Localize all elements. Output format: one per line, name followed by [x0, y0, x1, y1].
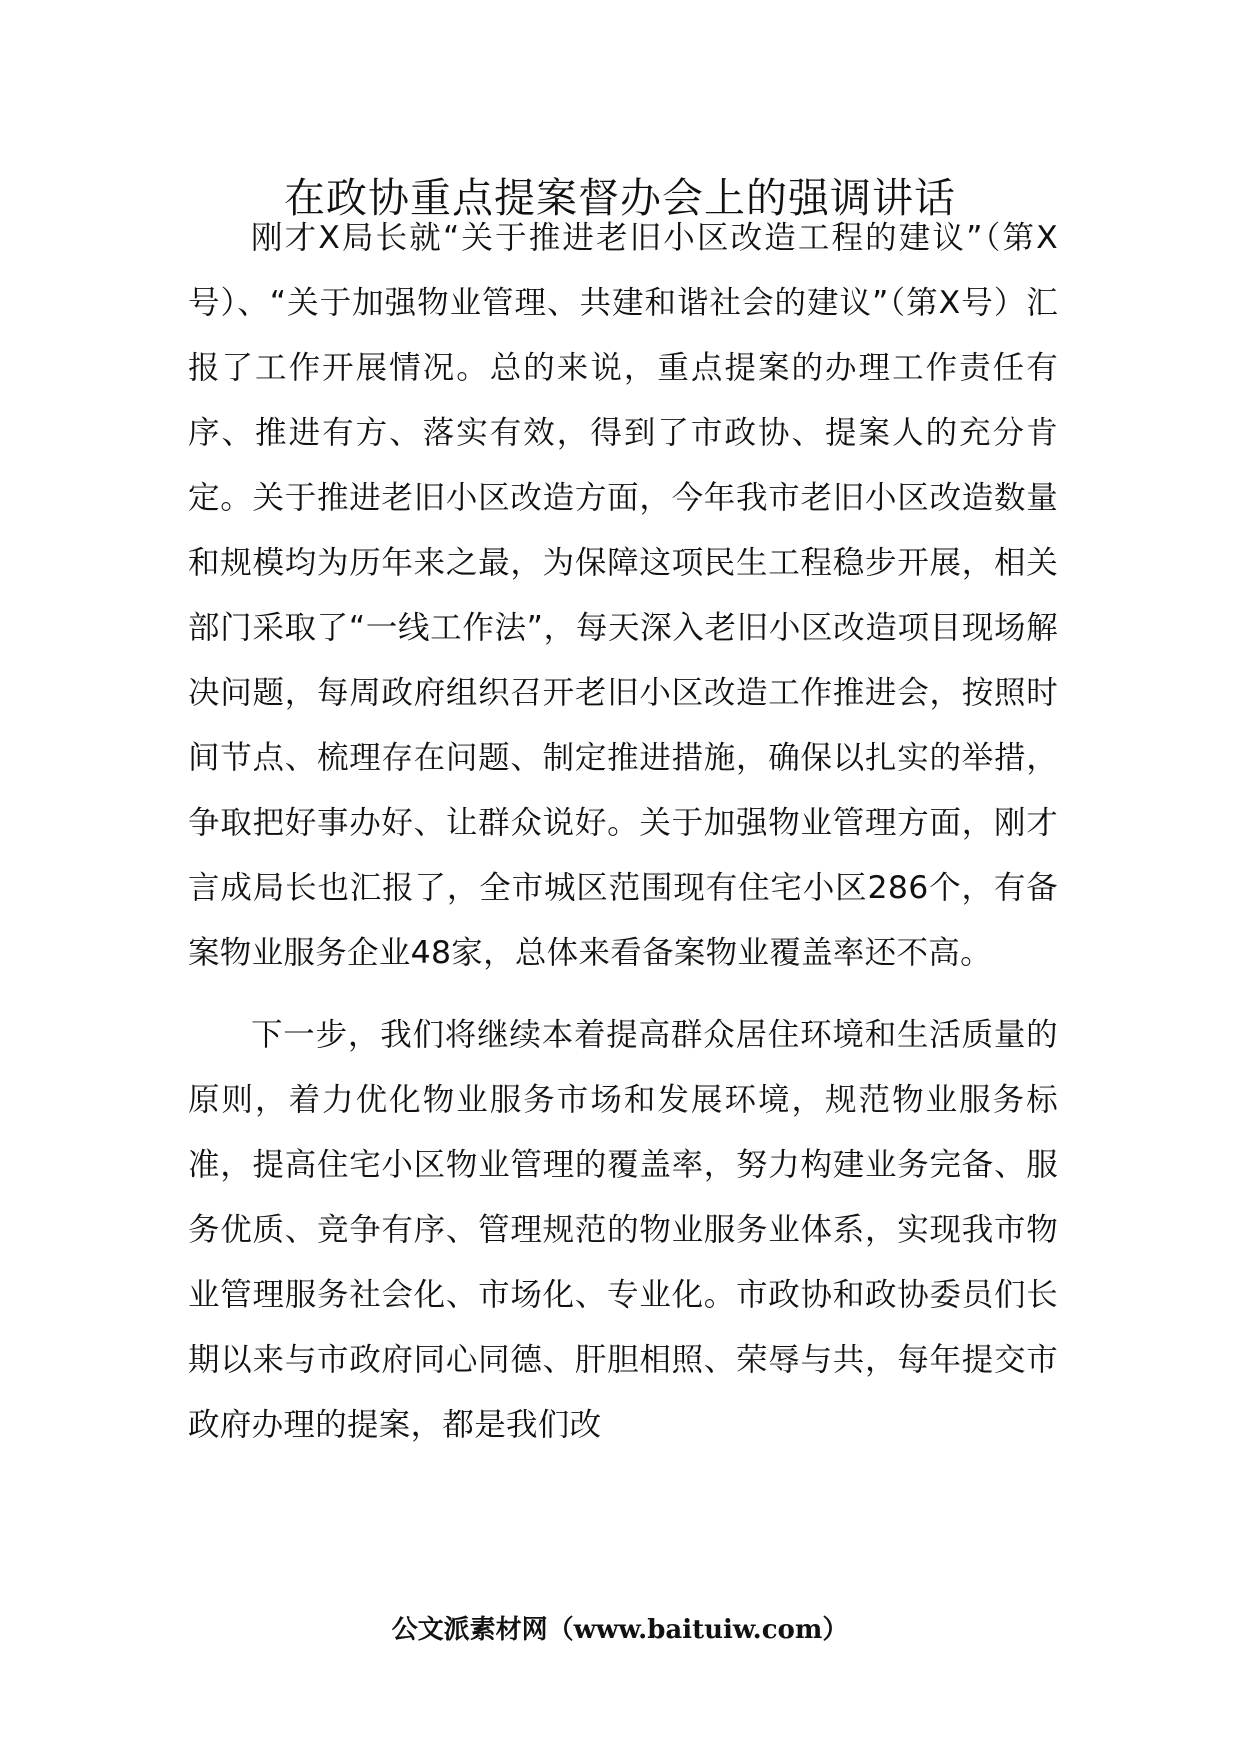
document-body: [188, 206, 1058, 1458]
document-title: 在政协重点提案督办会上的强调讲话: [284, 174, 956, 222]
watermark-footer: 公文派素材网（www.baituiw.com）: [391, 1615, 849, 1645]
paragraph-1: 刚才X局长就“关于推进老旧小区改造工程的建议”（第X号）、“关于加强物业管理、共建和谐社会的建议”（第X号）汇报了工作开展情况。总的来说，重点提案的办理工作责任有序、推进有方、落实有效，得到了市政协、提案人的充分肯定。关于推进老旧小区改造方面，今年我市老旧小区改造数量和规模均为历年来之最，为保障这项民生工程稳步开展，相关部门采取了“一线工作法”，每天深入老旧小区改造项目现场解决问题，每周政府组织召开老旧小区改造工作推进会，按照时间节点、梳理存在问题、制定推进措施，确保以扎实的举措，争取把好事办好、让群众说好。关于加强物业管理方面，刚才言成局长也汇报了，全市城区范围现有住宅小区286个，有备案物业服务企业48家，总体来看备案物业覆盖率还不高。: [188, 220, 1058, 971]
paragraph-2: 下一步，我们将继续本着提高群众居住环境和生活质量的原则，着力优化物业服务市场和发展环境，规范物业服务标准，提高住宅小区物业管理的覆盖率，努力构建业务完备、服务优质、竞争有序、管理规范的物业服务业体系，实现我市物业管理服务社会化、市场化、专业化。市政协和政协委员们长期以来与市政府同心同德、肝胆相照、荣辱与共，每年提交市政府办理的提案，都是我们改: [188, 1017, 1058, 1443]
